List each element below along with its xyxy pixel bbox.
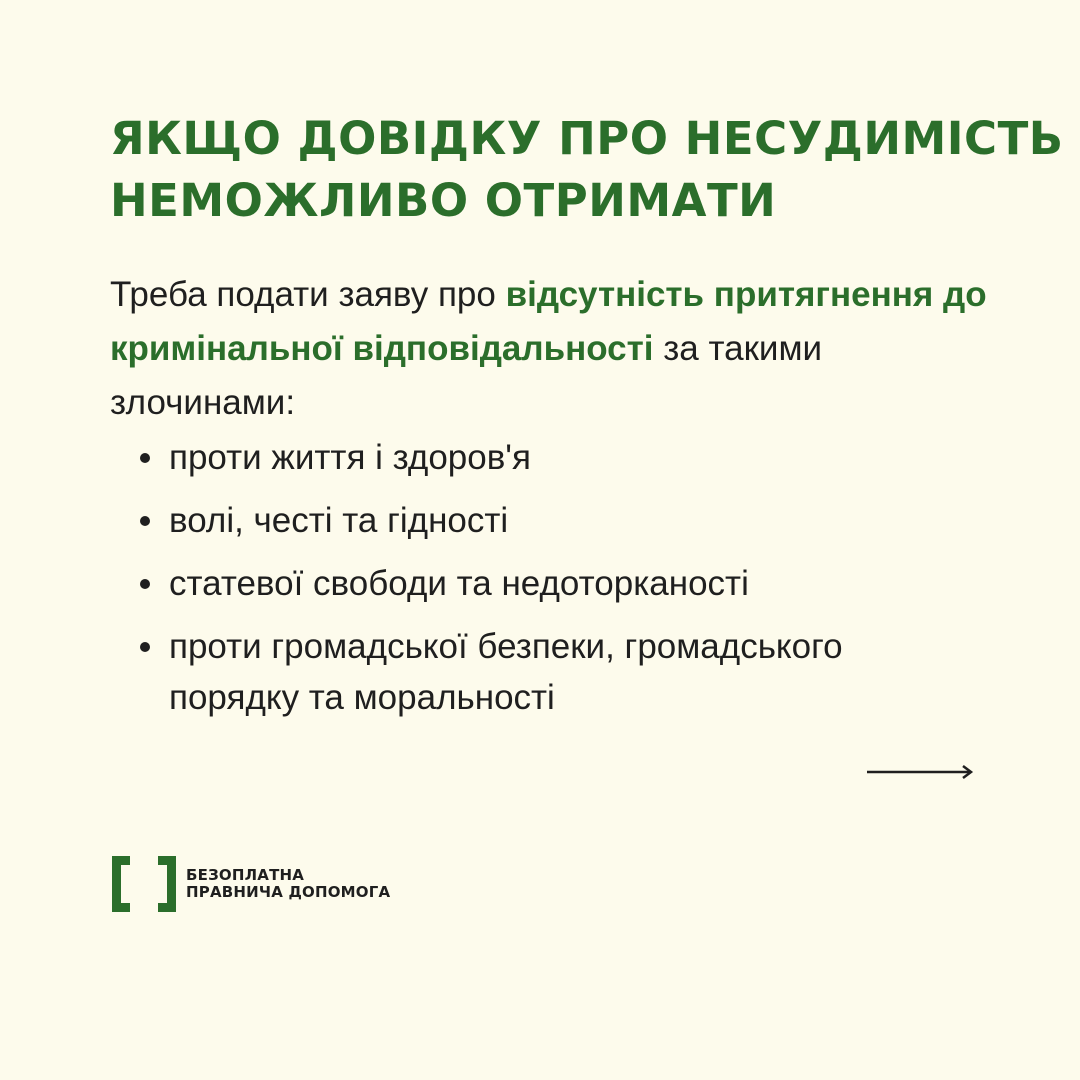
organization-logo xyxy=(112,856,390,912)
list-item: проти життя і здоров'я xyxy=(140,432,980,483)
crime-list xyxy=(140,432,980,735)
list-item: волі, честі та гідності xyxy=(140,495,980,546)
intro-text-after: за такими злочинами: xyxy=(110,329,823,422)
logo-line-1: БЕЗОПЛАТНА xyxy=(186,866,305,884)
list-item: проти громадської безпеки, громадського порядку та моральності xyxy=(140,621,980,723)
logo-line-2: ПРАВНИЧА ДОПОМОГА xyxy=(186,883,391,901)
list-item: статевої свободи та недоторканості xyxy=(140,558,980,609)
intro-highlight: відсутність притягнення до кримінальної відповідальності xyxy=(110,275,987,368)
brackets-logo-icon xyxy=(112,856,176,912)
arrow-right-icon[interactable] xyxy=(866,762,974,782)
intro-paragraph xyxy=(110,268,990,430)
title-line-2: НЕМОЖЛИВО ОТРИМАТИ xyxy=(110,174,777,227)
page-title xyxy=(110,108,1064,232)
intro-text-before: Треба подати заяву про xyxy=(110,275,506,314)
logo-wordmark xyxy=(186,867,390,901)
title-line-1: ЯКЩО ДОВІДКУ ПРО НЕСУДИМІСТЬ xyxy=(110,112,1064,165)
